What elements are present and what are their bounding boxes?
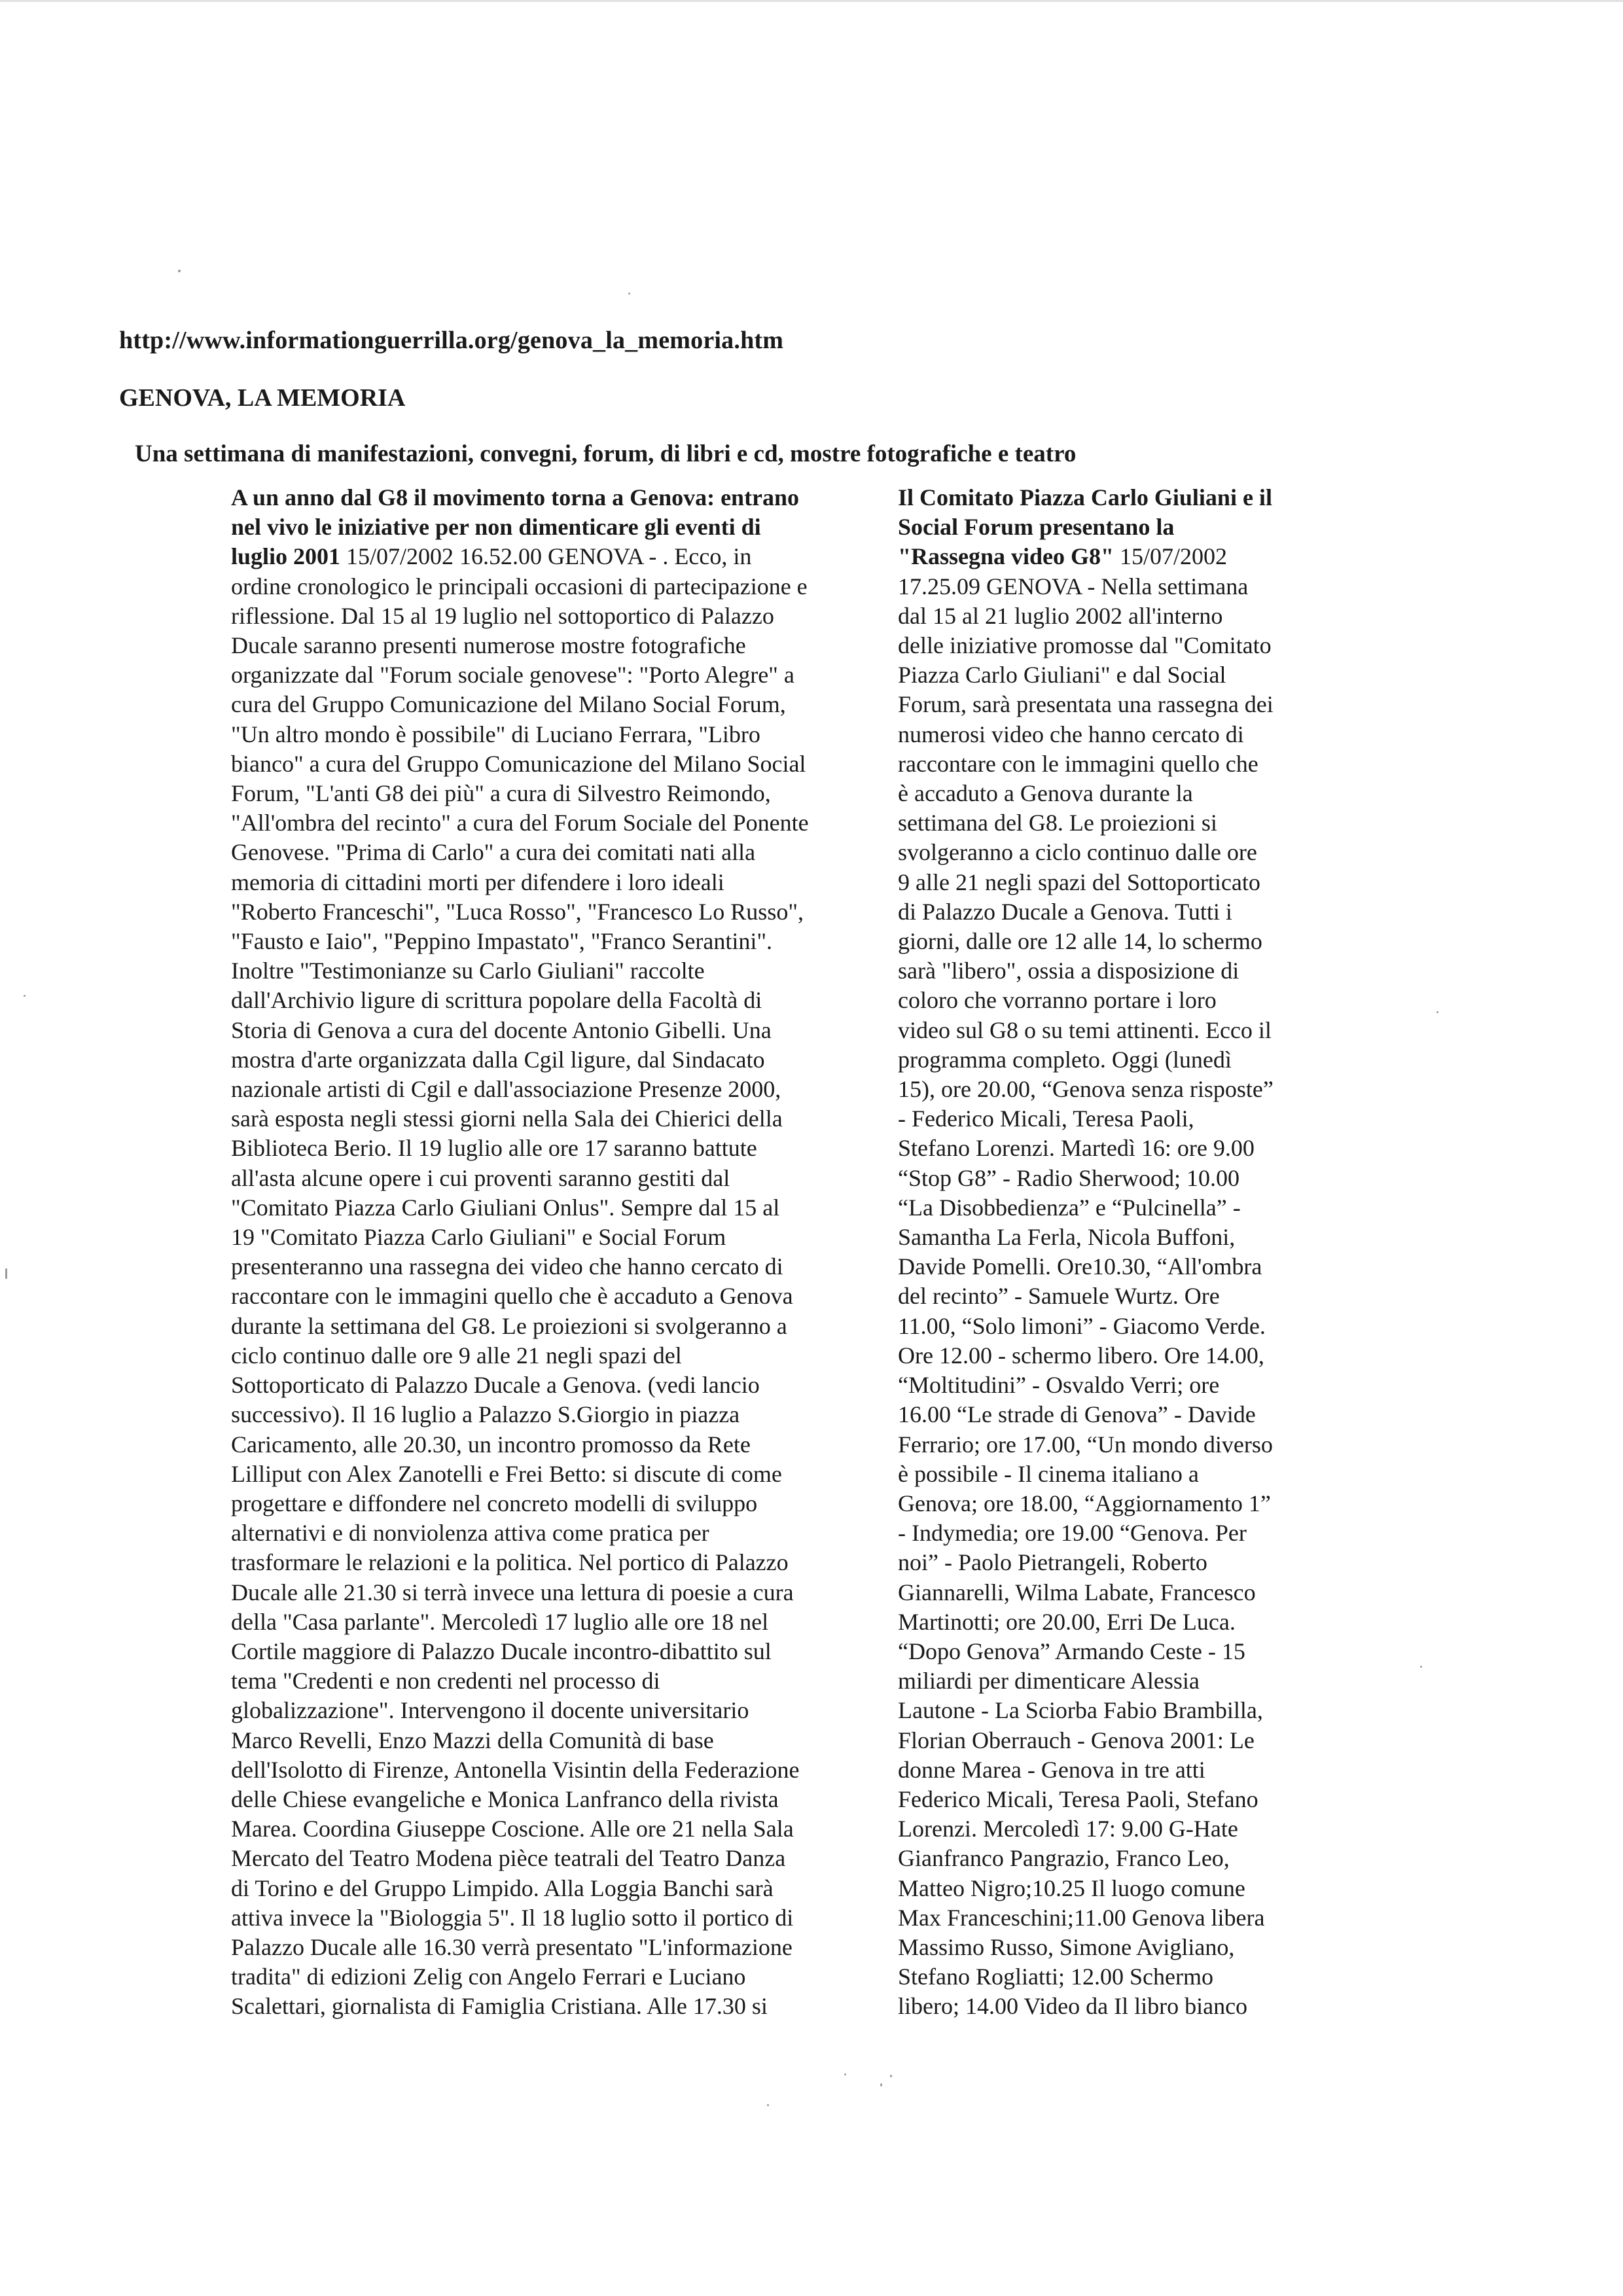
scan-speck [628, 293, 630, 295]
scan-top-edge [0, 0, 1623, 2]
scan-speck [1436, 1011, 1438, 1013]
right-article [898, 483, 1369, 2022]
scan-speck [178, 270, 181, 272]
document-title: GENOVA, LA MEMORIA [119, 384, 406, 412]
scan-speck [890, 2075, 892, 2077]
scan-speck [5, 1268, 7, 1279]
scan-speck [767, 2104, 769, 2106]
right-article-headline: Il Comitato Piazza Carlo Giuliani e il Social Forum presentano la "Rassegna video G8" [898, 484, 1272, 570]
left-article [231, 483, 840, 2022]
document-subtitle: Una settimana di manifestazioni, convegni, forum, di libri e cd, mostre fotografiche e teatro [135, 440, 1077, 467]
left-article-body: 15/07/2002 16.52.00 GENOVA - . Ecco, in ordine cronologico le principali occasioni di partecipazione e riflessione. Dal 15 al 19 luglio nel sottoportico di Palazzo Ducale saranno presenti numerose mostre fotografiche organizzate dal "Forum sociale genovese": "Porto Alegre" a cura del Gruppo Comunicazione del Milano Social Forum, "Un altro mondo è possibile" di Luciano Ferrara, "Libro bianco" a cura del Gruppo Comunicazione del Milano Social Forum, "L'anti G8 dei più" a cura di Silvestro Reimondo, "All'ombra del recinto" a cura del Forum Sociale del Ponente Genovese. "Prima di Carlo" a cura dei comitati nati alla memoria di cittadini morti per difendere i loro ideali "Roberto Franceschi", "Luca Rosso", "Francesco Lo Russo", "Fausto e Iaio", "Peppino Impastato", "Franco Serantini". Inoltre "Testimonianze su Carlo Giuliani" raccolte dall'Archivio ligure di scrittura popolare della Facoltà di Storia di Genova a cura del docente Antonio Gibelli. Una mostra d'arte organizzata dalla Cgil ligure, dal Sindacato nazionale artisti di Cgil e dall'associazione Presenze 2000, sarà esposta negli stessi giorni nella Sala dei Chierici della Biblioteca Berio. Il 19 luglio alle ore 17 saranno battute all'asta alcune opere i cui proventi saranno gestiti dal "Comitato Piazza Carlo Giuliani Onlus". Sempre dal 15 al 19 "Comitato Piazza Carlo Giuliani" e Social Forum presenteranno una rassegna dei video che hanno cercato di raccontare con le immagini quello che è accaduto a Genova durante la settimana del G8. Le proiezioni si svolgeranno a ciclo continuo dalle ore 9 alle 21 negli spazi del Sottoporticato di Palazzo Ducale a Genova. (vedi lancio successivo). Il 16 luglio a Palazzo S.Giorgio in piazza Caricamento, alle 20.30, un incontro promosso da Rete Lilliput con Alex Zanotelli e Frei Betto: si discute di come progettare e diffondere nel concreto modelli di sviluppo alternativi e di nonviolenza attiva come pratica per trasformare le relazioni e la politica. Nel portico di Palazzo Ducale alle 21.30 si terrà invece una lettura di poesie a cura della "Casa parlante". Mercoledì 17 luglio alle ore 18 nel Cortile maggiore di Palazzo Ducale incontro-dibattito sul tema "Credenti e non credenti nel processo di globalizzazione". Intervengono il docente universitario Marco Revelli, Enzo Mazzi della Comunità di base dell'Isolotto di Firenze, Antonella Visintin della Federazione delle Chiese evangeliche e Monica Lanfranco della rivista Marea. Coordina Giuseppe Coscione. Alle ore 21 nella Sala Mercato del Teatro Modena pièce teatrali del Teatro Danza di Torino e del Gruppo Limpido. Alla Loggia Banchi sarà attiva invece la "Biologgia 5". Il 18 luglio sotto il portico di Palazzo Ducale alle 16.30 verrà presentato "L'informazione tradita" di edizioni Zelig con Angelo Ferrari e Luciano Scalettari, giornalista di Famiglia Cristiana. Alle 17.30 si [231, 543, 809, 2020]
document-url: http://www.informationguerrilla.org/genova_la_memoria.htm [119, 327, 784, 354]
scan-speck [24, 995, 26, 997]
scan-speck [1420, 1666, 1422, 1668]
scan-speck [844, 2073, 846, 2075]
scan-speck [880, 2083, 882, 2087]
left-article-headline: A un anno dal G8 il movimento torna a Genova: entrano nel vivo le iniziative per non dimenticare gli eventi di luglio 2001 [231, 484, 800, 570]
right-article-body: 15/07/2002 17.25.09 GENOVA - Nella settimana dal 15 al 21 luglio 2002 all'interno delle iniziative promosse dal "Comitato Piazza Carlo Giuliani" e dal Social Forum, sarà presentata una rassegna dei numerosi video che hanno cercato di raccontare con le immagini quello che è accaduto a Genova durante la settimana del G8. Le proiezioni si svolgeranno a ciclo continuo dalle ore 9 alle 21 negli spazi del Sottoporticato di Palazzo Ducale a Genova. Tutti i giorni, dalle ore 12 alle 14, lo schermo sarà "libero", ossia a disposizione di coloro che vorranno portare i loro video sul G8 o su temi attinenti. Ecco il programma completo. Oggi (lunedì 15), ore 20.00, “Genova senza risposte” - Federico Micali, Teresa Paoli, Stefano Lorenzi. Martedì 16: ore 9.00 “Stop G8” - Radio Sherwood; 10.00 “La Disobbedienza” e “Pulcinella” - Samantha La Ferla, Nicola Buffoni, Davide Pomelli. Ore10.30, “All'ombra del recinto” - Samuele Wurtz. Ore 11.00, “Solo limoni” - Giacomo Verde. Ore 12.00 - schermo libero. Ore 14.00, “Moltitudini” - Osvaldo Verri; ore 16.00 “Le strade di Genova” - Davide Ferrario; ore 17.00, “Un mondo diverso è possibile - Il cinema italiano a Genova; ore 18.00, “Aggiornamento 1” - Indymedia; ore 19.00 “Genova. Per noi” - Paolo Pietrangeli, Roberto Giannarelli, Wilma Labate, Francesco Martinotti; ore 20.00, Erri De Luca. “Dopo Genova” Armando Ceste - 15 miliardi per dimenticare Alessia Lautone - La Sciorba Fabio Brambilla, Florian Oberrauch - Genova 2001: Le donne Marea - Genova in tre atti Federico Micali, Teresa Paoli, Stefano Lorenzi. Mercoledì 17: 9.00 G-Hate Gianfranco Pangrazio, Franco Leo, Matteo Nigro;10.25 Il luogo comune Max Franceschini;11.00 Genova libera Massimo Russo, Simone Avigliano, Stefano Rogliatti; 12.00 Schermo libero; 14.00 Video da Il libro bianco [898, 543, 1274, 2020]
